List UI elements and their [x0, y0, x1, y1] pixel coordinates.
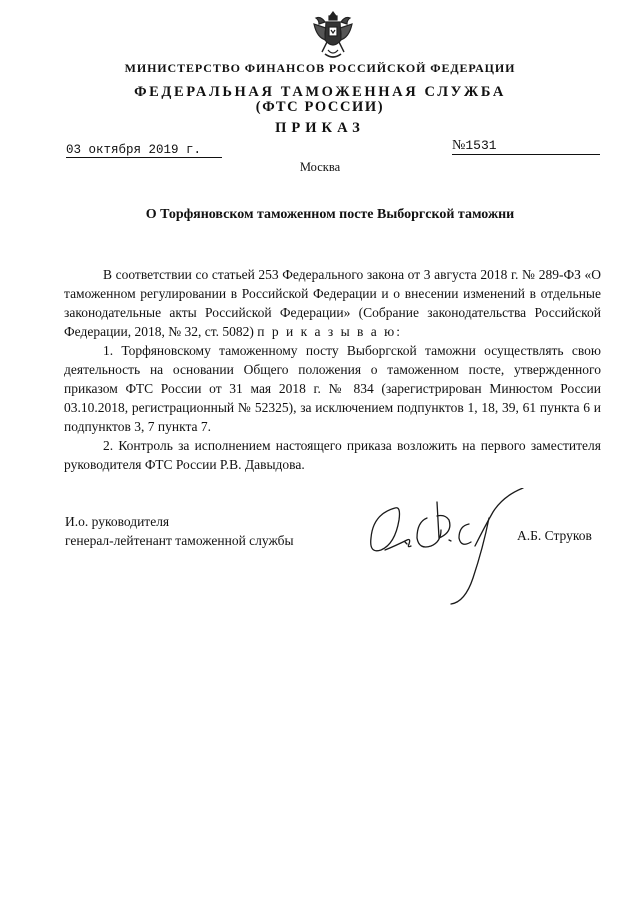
city: Москва [299, 160, 341, 174]
clause-2: 2. Контроль за исполнением настоящего приказа возложить на первого заместителя руководителя ФТС России Р.В. Давыдова. [64, 438, 601, 472]
order-number-field [452, 137, 600, 155]
number-sign: № [452, 138, 466, 153]
signer-name: А.Б. Струков [517, 528, 592, 543]
order-title: О Торфяновском таможенном посте Выборгской таможни [145, 207, 515, 222]
order-body [64, 265, 601, 474]
clause-1: 1. Торфяновскому таможенному посту Выборгской таможни осуществлять свою деятельность на основании Общего положения о таможенном посте, утвержденного приказом ФТС России от 31 мая 2018 г. № 834 (зарегистрирован Минюстом России 03.10.2018, регистрационный № 52325), за исключением подпунктов 1, 18, 39, 61 пункта 6 и подпунктов 3, 7 пункта 7. [64, 343, 601, 434]
preamble-paragraph [64, 265, 601, 341]
ministry-name: МИНИСТЕРСТВО ФИНАНСОВ РОССИЙСКОЙ ФЕДЕРАЦИИ [124, 61, 516, 75]
preamble-text: В соответствии со статьей 253 Федерального закона от 3 августа 2018 г. № 289-ФЗ «О таможенном регулировании в Российской Федерации и о внесении изменений в отдельные законодательные акты Российской Федерации» (Собрание законодательства Российской Федерации, 2018, № 32, ст. 5082) [64, 267, 601, 339]
coat-of-arms-icon [310, 8, 356, 64]
signer-position-line-2: генерал-лейтенант таможенной службы [65, 533, 294, 548]
document-type: ПРИКАЗ [275, 120, 365, 136]
order-date: 03 октября 2019 г. [66, 143, 222, 158]
handwritten-signature [365, 488, 530, 608]
signer-position [65, 512, 294, 550]
service-abbreviation: (ФТС РОССИИ) [255, 99, 385, 115]
service-name: ФЕДЕРАЛЬНАЯ ТАМОЖЕННАЯ СЛУЖБА [134, 84, 506, 100]
order-command: п р и к а з ы в а ю: [257, 324, 402, 339]
signer-position-line-1: И.о. руководителя [65, 514, 170, 529]
order-number: 1531 [465, 138, 497, 153]
